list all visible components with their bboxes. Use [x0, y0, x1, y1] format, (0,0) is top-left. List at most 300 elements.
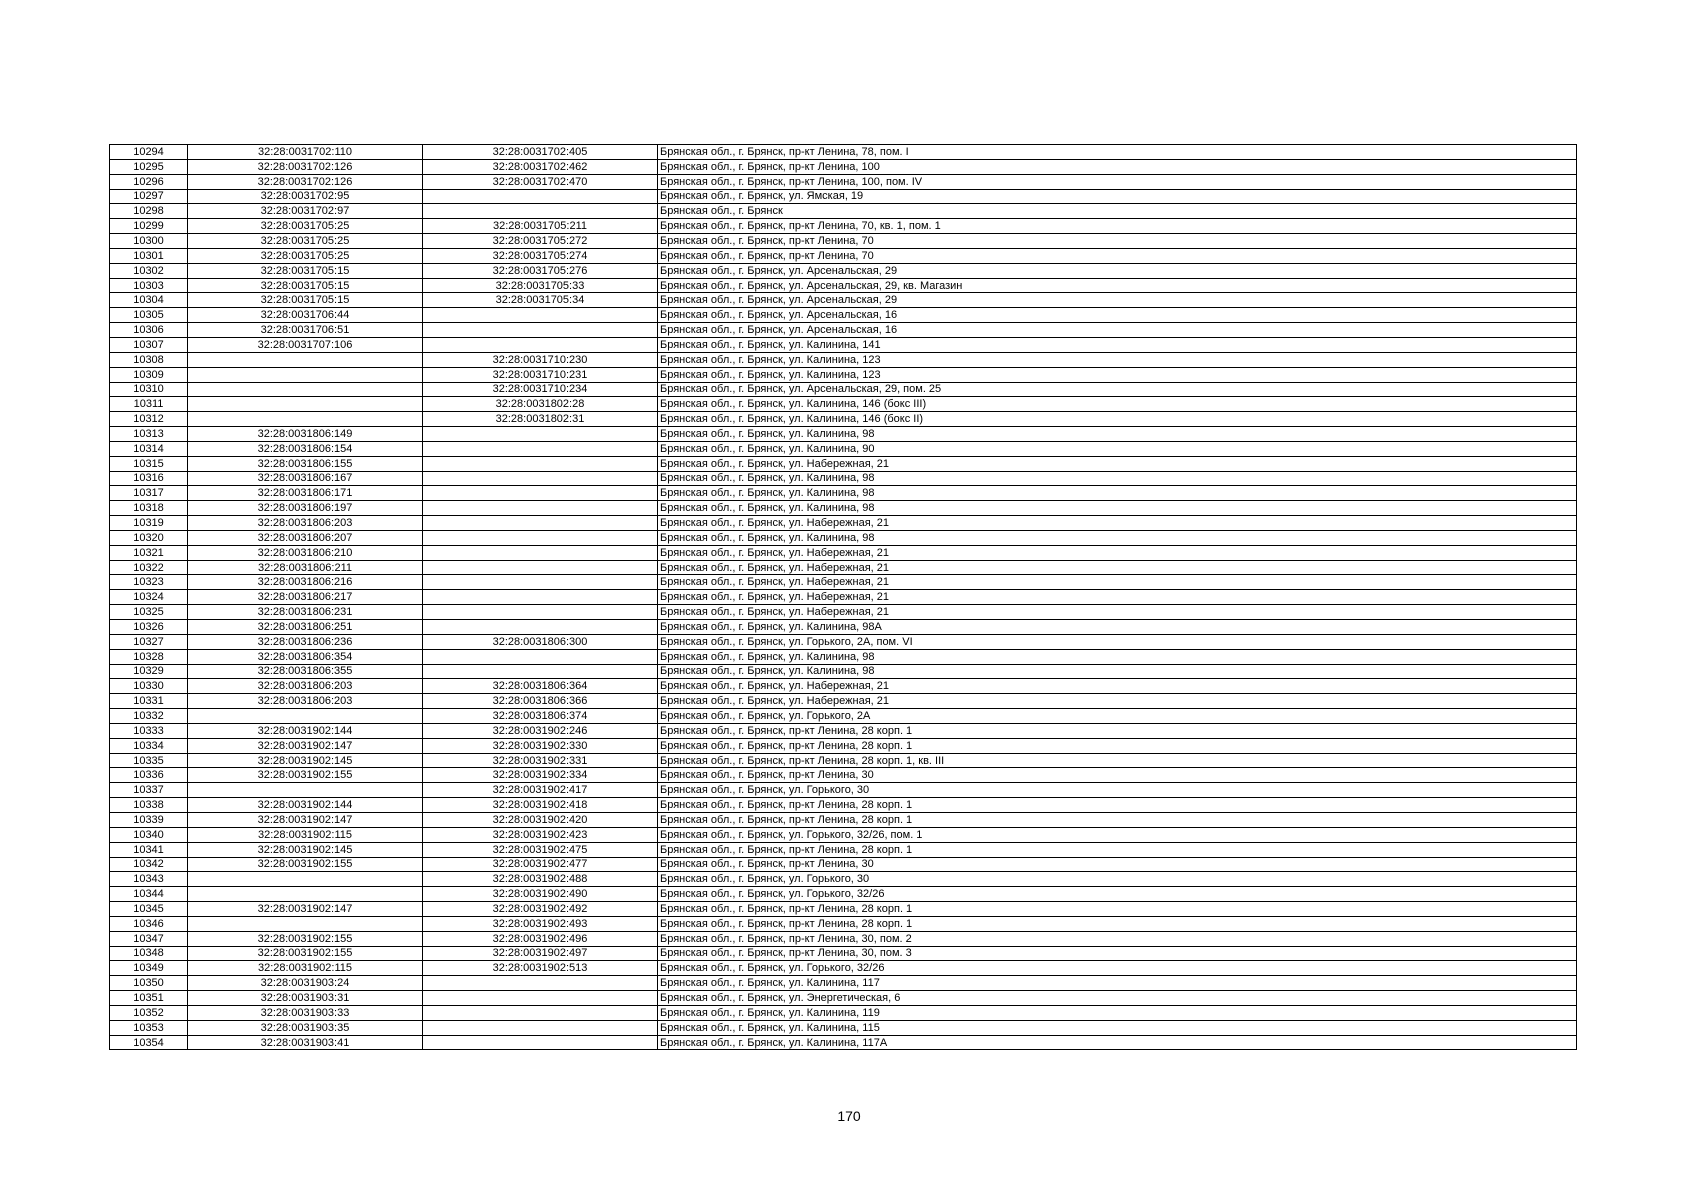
- object-number-cell: 32:28:0031902:513: [423, 961, 658, 976]
- table-row: [110, 530, 1577, 545]
- object-number-cell: [423, 441, 658, 456]
- cadastral-number-cell: 32:28:0031902:144: [188, 723, 423, 738]
- address-cell: Брянская обл., г. Брянск, ул. Набережная, 21: [658, 456, 1577, 471]
- table-row: [110, 560, 1577, 575]
- cadastral-number-cell: 32:28:0031903:41: [188, 1035, 423, 1050]
- row-number-cell: 10332: [110, 709, 188, 724]
- object-number-cell: 32:28:0031702:462: [423, 159, 658, 174]
- object-number-cell: [423, 471, 658, 486]
- address-cell: Брянская обл., г. Брянск, ул. Набережная, 21: [658, 560, 1577, 575]
- table-row: [110, 1020, 1577, 1035]
- address-cell: Брянская обл., г. Брянск, ул. Калинина, 117А: [658, 1035, 1577, 1050]
- object-number-cell: 32:28:0031705:211: [423, 219, 658, 234]
- address-cell: Брянская обл., г. Брянск, ул. Калинина, 123: [658, 367, 1577, 382]
- object-number-cell: 32:28:0031902:497: [423, 946, 658, 961]
- table-row: [110, 397, 1577, 412]
- row-number-cell: 10337: [110, 783, 188, 798]
- row-number-cell: 10331: [110, 694, 188, 709]
- object-number-cell: [423, 976, 658, 991]
- table-row: [110, 812, 1577, 827]
- cadastral-number-cell: 32:28:0031806:149: [188, 427, 423, 442]
- row-number-cell: 10294: [110, 145, 188, 160]
- property-table: [109, 144, 1577, 1050]
- address-cell: Брянская обл., г. Брянск, ул. Калинина, 115: [658, 1020, 1577, 1035]
- object-number-cell: 32:28:0031705:276: [423, 263, 658, 278]
- table-row: [110, 679, 1577, 694]
- cadastral-number-cell: 32:28:0031806:203: [188, 694, 423, 709]
- row-number-cell: 10329: [110, 664, 188, 679]
- address-cell: Брянская обл., г. Брянск, ул. Набережная, 21: [658, 545, 1577, 560]
- address-cell: Брянская обл., г. Брянск, ул. Калинина, 98: [658, 427, 1577, 442]
- row-number-cell: 10311: [110, 397, 188, 412]
- object-number-cell: 32:28:0031902:496: [423, 931, 658, 946]
- object-number-cell: [423, 1005, 658, 1020]
- row-number-cell: 10307: [110, 337, 188, 352]
- row-number-cell: 10324: [110, 590, 188, 605]
- cadastral-number-cell: [188, 352, 423, 367]
- table-row: [110, 887, 1577, 902]
- object-number-cell: [423, 649, 658, 664]
- object-number-cell: 32:28:0031705:272: [423, 234, 658, 249]
- table-row: [110, 278, 1577, 293]
- object-number-cell: [423, 204, 658, 219]
- row-number-cell: 10339: [110, 812, 188, 827]
- table-row: [110, 768, 1577, 783]
- table-row: [110, 293, 1577, 308]
- cadastral-number-cell: 32:28:0031702:97: [188, 204, 423, 219]
- address-cell: Брянская обл., г. Брянск, пр-кт Ленина, 100: [658, 159, 1577, 174]
- table-row: [110, 352, 1577, 367]
- row-number-cell: 10330: [110, 679, 188, 694]
- address-cell: Брянская обл., г. Брянск, ул. Калинина, 98: [658, 530, 1577, 545]
- address-cell: Брянская обл., г. Брянск, ул. Горького, 30: [658, 783, 1577, 798]
- cadastral-number-cell: 32:28:0031903:33: [188, 1005, 423, 1020]
- table-row: [110, 471, 1577, 486]
- table-row: [110, 902, 1577, 917]
- table-row: [110, 842, 1577, 857]
- cadastral-number-cell: 32:28:0031705:15: [188, 278, 423, 293]
- row-number-cell: 10341: [110, 842, 188, 857]
- object-number-cell: 32:28:0031902:334: [423, 768, 658, 783]
- table-row: [110, 723, 1577, 738]
- table-row: [110, 709, 1577, 724]
- object-number-cell: 32:28:0031702:405: [423, 145, 658, 160]
- cadastral-number-cell: [188, 709, 423, 724]
- table-row: [110, 931, 1577, 946]
- object-number-cell: 32:28:0031902:490: [423, 887, 658, 902]
- cadastral-number-cell: 32:28:0031806:154: [188, 441, 423, 456]
- address-cell: Брянская обл., г. Брянск, пр-кт Ленина, 30: [658, 857, 1577, 872]
- address-cell: Брянская обл., г. Брянск, ул. Калинина, 117: [658, 976, 1577, 991]
- cadastral-number-cell: 32:28:0031902:147: [188, 738, 423, 753]
- address-cell: Брянская обл., г. Брянск, пр-кт Ленина, 28 корп. 1: [658, 916, 1577, 931]
- cadastral-number-cell: 32:28:0031902:145: [188, 842, 423, 857]
- row-number-cell: 10348: [110, 946, 188, 961]
- cadastral-number-cell: [188, 367, 423, 382]
- table-row: [110, 649, 1577, 664]
- row-number-cell: 10344: [110, 887, 188, 902]
- address-cell: Брянская обл., г. Брянск, пр-кт Ленина, 30, пом. 2: [658, 931, 1577, 946]
- table-row: [110, 486, 1577, 501]
- table-row: [110, 753, 1577, 768]
- table-row: [110, 575, 1577, 590]
- cadastral-number-cell: 32:28:0031806:354: [188, 649, 423, 664]
- cadastral-number-cell: 32:28:0031806:167: [188, 471, 423, 486]
- object-number-cell: 32:28:0031710:234: [423, 382, 658, 397]
- address-cell: Брянская обл., г. Брянск, ул. Горького, 2А: [658, 709, 1577, 724]
- object-number-cell: 32:28:0031902:420: [423, 812, 658, 827]
- table-row: [110, 263, 1577, 278]
- address-cell: Брянская обл., г. Брянск, ул. Горького, 2А, пом. VI: [658, 634, 1577, 649]
- row-number-cell: 10295: [110, 159, 188, 174]
- cadastral-number-cell: 32:28:0031902:147: [188, 902, 423, 917]
- address-cell: Брянская обл., г. Брянск, ул. Калинина, 98: [658, 649, 1577, 664]
- table-row: [110, 872, 1577, 887]
- table-row: [110, 441, 1577, 456]
- row-number-cell: 10354: [110, 1035, 188, 1050]
- address-cell: Брянская обл., г. Брянск, ул. Арсенальская, 16: [658, 323, 1577, 338]
- table-row: [110, 412, 1577, 427]
- table-row: [110, 427, 1577, 442]
- table-row: [110, 367, 1577, 382]
- cadastral-number-cell: 32:28:0031902:147: [188, 812, 423, 827]
- address-cell: Брянская обл., г. Брянск, ул. Калинина, 141: [658, 337, 1577, 352]
- object-number-cell: [423, 486, 658, 501]
- table-row: [110, 605, 1577, 620]
- table-row: [110, 857, 1577, 872]
- address-cell: Брянская обл., г. Брянск, ул. Горького, 32/26, пом. 1: [658, 827, 1577, 842]
- object-number-cell: [423, 1020, 658, 1035]
- address-cell: Брянская обл., г. Брянск, ул. Ямская, 19: [658, 189, 1577, 204]
- row-number-cell: 10299: [110, 219, 188, 234]
- table-row: [110, 189, 1577, 204]
- table-row: [110, 694, 1577, 709]
- cadastral-number-cell: 32:28:0031705:25: [188, 248, 423, 263]
- cadastral-number-cell: [188, 916, 423, 931]
- row-number-cell: 10333: [110, 723, 188, 738]
- address-cell: Брянская обл., г. Брянск, ул. Калинина, 123: [658, 352, 1577, 367]
- row-number-cell: 10302: [110, 263, 188, 278]
- row-number-cell: 10349: [110, 961, 188, 976]
- row-number-cell: 10325: [110, 605, 188, 620]
- address-cell: Брянская обл., г. Брянск, ул. Арсенальская, 16: [658, 308, 1577, 323]
- address-cell: Брянская обл., г. Брянск, пр-кт Ленина, 70, кв. 1, пом. 1: [658, 219, 1577, 234]
- cadastral-number-cell: 32:28:0031806:203: [188, 679, 423, 694]
- object-number-cell: [423, 545, 658, 560]
- row-number-cell: 10296: [110, 174, 188, 189]
- cadastral-number-cell: 32:28:0031902:115: [188, 961, 423, 976]
- address-cell: Брянская обл., г. Брянск, пр-кт Ленина, 70: [658, 234, 1577, 249]
- object-number-cell: [423, 560, 658, 575]
- row-number-cell: 10309: [110, 367, 188, 382]
- address-cell: Брянская обл., г. Брянск, пр-кт Ленина, 28 корп. 1: [658, 902, 1577, 917]
- row-number-cell: 10298: [110, 204, 188, 219]
- row-number-cell: 10318: [110, 501, 188, 516]
- row-number-cell: 10350: [110, 976, 188, 991]
- cadastral-number-cell: [188, 872, 423, 887]
- cadastral-number-cell: [188, 382, 423, 397]
- address-cell: Брянская обл., г. Брянск, пр-кт Ленина, 70: [658, 248, 1577, 263]
- table-row: [110, 545, 1577, 560]
- address-cell: Брянская обл., г. Брянск, ул. Энергетическая, 6: [658, 991, 1577, 1006]
- cadastral-number-cell: 32:28:0031806:207: [188, 530, 423, 545]
- object-number-cell: 32:28:0031902:417: [423, 783, 658, 798]
- cadastral-number-cell: [188, 887, 423, 902]
- object-number-cell: 32:28:0031806:374: [423, 709, 658, 724]
- cadastral-number-cell: 32:28:0031806:231: [188, 605, 423, 620]
- address-cell: Брянская обл., г. Брянск, ул. Набережная, 21: [658, 575, 1577, 590]
- object-number-cell: [423, 427, 658, 442]
- table-row: [110, 590, 1577, 605]
- row-number-cell: 10322: [110, 560, 188, 575]
- row-number-cell: 10320: [110, 530, 188, 545]
- cadastral-number-cell: 32:28:0031702:126: [188, 174, 423, 189]
- address-cell: Брянская обл., г. Брянск, ул. Арсенальская, 29: [658, 293, 1577, 308]
- object-number-cell: 32:28:0031902:475: [423, 842, 658, 857]
- object-number-cell: [423, 605, 658, 620]
- object-number-cell: 32:28:0031902:423: [423, 827, 658, 842]
- table-row: [110, 516, 1577, 531]
- table-row: [110, 976, 1577, 991]
- row-number-cell: 10340: [110, 827, 188, 842]
- row-number-cell: 10303: [110, 278, 188, 293]
- object-number-cell: 32:28:0031902:331: [423, 753, 658, 768]
- row-number-cell: 10323: [110, 575, 188, 590]
- address-cell: Брянская обл., г. Брянск, ул. Калинина, 98А: [658, 620, 1577, 635]
- address-cell: Брянская обл., г. Брянск, ул. Горького, 32/26: [658, 887, 1577, 902]
- row-number-cell: 10304: [110, 293, 188, 308]
- object-number-cell: [423, 1035, 658, 1050]
- cadastral-number-cell: 32:28:0031902:155: [188, 946, 423, 961]
- cadastral-number-cell: 32:28:0031806:217: [188, 590, 423, 605]
- table-row: [110, 234, 1577, 249]
- address-cell: Брянская обл., г. Брянск, ул. Набережная, 21: [658, 694, 1577, 709]
- address-cell: Брянская обл., г. Брянск, пр-кт Ленина, 28 корп. 1: [658, 812, 1577, 827]
- table-row: [110, 159, 1577, 174]
- cadastral-number-cell: 32:28:0031806:211: [188, 560, 423, 575]
- address-cell: Брянская обл., г. Брянск, ул. Калинина, 146 (бокс II): [658, 412, 1577, 427]
- row-number-cell: 10313: [110, 427, 188, 442]
- object-number-cell: [423, 516, 658, 531]
- cadastral-number-cell: 32:28:0031903:35: [188, 1020, 423, 1035]
- address-cell: Брянская обл., г. Брянск, ул. Калинина, 98: [658, 471, 1577, 486]
- cadastral-number-cell: [188, 412, 423, 427]
- address-cell: Брянская обл., г. Брянск, ул. Калинина, 146 (бокс III): [658, 397, 1577, 412]
- row-number-cell: 10297: [110, 189, 188, 204]
- row-number-cell: 10347: [110, 931, 188, 946]
- row-number-cell: 10315: [110, 456, 188, 471]
- cadastral-number-cell: 32:28:0031706:44: [188, 308, 423, 323]
- row-number-cell: 10335: [110, 753, 188, 768]
- row-number-cell: 10305: [110, 308, 188, 323]
- object-number-cell: 32:28:0031705:274: [423, 248, 658, 263]
- object-number-cell: 32:28:0031806:364: [423, 679, 658, 694]
- address-cell: Брянская обл., г. Брянск, пр-кт Ленина, 78, пом. I: [658, 145, 1577, 160]
- address-cell: Брянская обл., г. Брянск, пр-кт Ленина, 28 корп. 1: [658, 842, 1577, 857]
- table-row: [110, 248, 1577, 263]
- table-row: [110, 798, 1577, 813]
- address-cell: Брянская обл., г. Брянск, ул. Горького, 32/26: [658, 961, 1577, 976]
- table-row: [110, 219, 1577, 234]
- row-number-cell: 10301: [110, 248, 188, 263]
- cadastral-number-cell: 32:28:0031903:31: [188, 991, 423, 1006]
- address-cell: Брянская обл., г. Брянск, ул. Калинина, 98: [658, 486, 1577, 501]
- table-row: [110, 1005, 1577, 1020]
- table-row: [110, 664, 1577, 679]
- object-number-cell: 32:28:0031902:246: [423, 723, 658, 738]
- cadastral-number-cell: 32:28:0031806:171: [188, 486, 423, 501]
- cadastral-number-cell: 32:28:0031902:155: [188, 768, 423, 783]
- object-number-cell: [423, 530, 658, 545]
- cadastral-number-cell: 32:28:0031806:155: [188, 456, 423, 471]
- table-row: [110, 382, 1577, 397]
- object-number-cell: [423, 323, 658, 338]
- cadastral-number-cell: 32:28:0031702:110: [188, 145, 423, 160]
- cadastral-number-cell: 32:28:0031806:216: [188, 575, 423, 590]
- cadastral-number-cell: 32:28:0031705:25: [188, 219, 423, 234]
- object-number-cell: 32:28:0031902:330: [423, 738, 658, 753]
- row-number-cell: 10327: [110, 634, 188, 649]
- row-number-cell: 10312: [110, 412, 188, 427]
- table-row: [110, 620, 1577, 635]
- cadastral-number-cell: [188, 397, 423, 412]
- row-number-cell: 10308: [110, 352, 188, 367]
- address-cell: Брянская обл., г. Брянск, ул. Набережная, 21: [658, 679, 1577, 694]
- address-cell: Брянская обл., г. Брянск, ул. Калинина, 90: [658, 441, 1577, 456]
- table-row: [110, 308, 1577, 323]
- cadastral-number-cell: 32:28:0031806:203: [188, 516, 423, 531]
- address-cell: Брянская обл., г. Брянск: [658, 204, 1577, 219]
- cadastral-number-cell: 32:28:0031705:15: [188, 293, 423, 308]
- cadastral-number-cell: 32:28:0031902:155: [188, 857, 423, 872]
- row-number-cell: 10334: [110, 738, 188, 753]
- cadastral-number-cell: 32:28:0031902:115: [188, 827, 423, 842]
- object-number-cell: [423, 337, 658, 352]
- cadastral-number-cell: 32:28:0031806:251: [188, 620, 423, 635]
- row-number-cell: 10342: [110, 857, 188, 872]
- address-cell: Брянская обл., г. Брянск, пр-кт Ленина, 100, пом. IV: [658, 174, 1577, 189]
- table-row: [110, 946, 1577, 961]
- cadastral-number-cell: 32:28:0031806:355: [188, 664, 423, 679]
- row-number-cell: 10346: [110, 916, 188, 931]
- cadastral-number-cell: 32:28:0031903:24: [188, 976, 423, 991]
- table-row: [110, 174, 1577, 189]
- cadastral-number-cell: 32:28:0031706:51: [188, 323, 423, 338]
- row-number-cell: 10321: [110, 545, 188, 560]
- address-cell: Брянская обл., г. Брянск, пр-кт Ленина, 28 корп. 1: [658, 723, 1577, 738]
- object-number-cell: 32:28:0031705:34: [423, 293, 658, 308]
- cadastral-number-cell: 32:28:0031902:145: [188, 753, 423, 768]
- cadastral-number-cell: 32:28:0031707:106: [188, 337, 423, 352]
- cadastral-number-cell: 32:28:0031702:95: [188, 189, 423, 204]
- row-number-cell: 10319: [110, 516, 188, 531]
- object-number-cell: 32:28:0031702:470: [423, 174, 658, 189]
- address-cell: Брянская обл., г. Брянск, пр-кт Ленина, 28 корп. 1: [658, 738, 1577, 753]
- property-table-body: [110, 145, 1577, 1050]
- table-row: [110, 961, 1577, 976]
- cadastral-number-cell: 32:28:0031806:236: [188, 634, 423, 649]
- address-cell: Брянская обл., г. Брянск, ул. Калинина, 98: [658, 501, 1577, 516]
- object-number-cell: [423, 590, 658, 605]
- object-number-cell: 32:28:0031802:31: [423, 412, 658, 427]
- table-row: [110, 204, 1577, 219]
- address-cell: Брянская обл., г. Брянск, пр-кт Ленина, 30, пом. 3: [658, 946, 1577, 961]
- object-number-cell: 32:28:0031902:418: [423, 798, 658, 813]
- object-number-cell: 32:28:0031710:230: [423, 352, 658, 367]
- table-row: [110, 337, 1577, 352]
- address-cell: Брянская обл., г. Брянск, пр-кт Ленина, 28 корп. 1: [658, 798, 1577, 813]
- object-number-cell: [423, 308, 658, 323]
- object-number-cell: 32:28:0031806:366: [423, 694, 658, 709]
- address-cell: Брянская обл., г. Брянск, пр-кт Ленина, 30: [658, 768, 1577, 783]
- address-cell: Брянская обл., г. Брянск, пр-кт Ленина, 28 корп. 1, кв. III: [658, 753, 1577, 768]
- object-number-cell: 32:28:0031902:477: [423, 857, 658, 872]
- table-row: [110, 456, 1577, 471]
- address-cell: Брянская обл., г. Брянск, ул. Арсенальская, 29: [658, 263, 1577, 278]
- object-number-cell: 32:28:0031806:300: [423, 634, 658, 649]
- row-number-cell: 10317: [110, 486, 188, 501]
- object-number-cell: [423, 189, 658, 204]
- row-number-cell: 10343: [110, 872, 188, 887]
- address-cell: Брянская обл., г. Брянск, ул. Набережная, 21: [658, 605, 1577, 620]
- address-cell: Брянская обл., г. Брянск, ул. Горького, 30: [658, 872, 1577, 887]
- row-number-cell: 10345: [110, 902, 188, 917]
- table-row: [110, 738, 1577, 753]
- address-cell: Брянская обл., г. Брянск, ул. Арсенальская, 29, кв. Магазин: [658, 278, 1577, 293]
- address-cell: Брянская обл., г. Брянск, ул. Набережная, 21: [658, 516, 1577, 531]
- cadastral-number-cell: 32:28:0031705:15: [188, 263, 423, 278]
- row-number-cell: 10336: [110, 768, 188, 783]
- object-number-cell: 32:28:0031802:28: [423, 397, 658, 412]
- cadastral-number-cell: 32:28:0031806:210: [188, 545, 423, 560]
- cadastral-number-cell: 32:28:0031702:126: [188, 159, 423, 174]
- object-number-cell: [423, 620, 658, 635]
- row-number-cell: 10316: [110, 471, 188, 486]
- table-row: [110, 1035, 1577, 1050]
- object-number-cell: 32:28:0031710:231: [423, 367, 658, 382]
- page-number: 170: [837, 1108, 861, 1124]
- address-cell: Брянская обл., г. Брянск, ул. Арсенальская, 29, пом. 25: [658, 382, 1577, 397]
- table-row: [110, 323, 1577, 338]
- row-number-cell: 10353: [110, 1020, 188, 1035]
- row-number-cell: 10326: [110, 620, 188, 635]
- table-row: [110, 501, 1577, 516]
- object-number-cell: [423, 664, 658, 679]
- address-cell: Брянская обл., г. Брянск, ул. Калинина, 119: [658, 1005, 1577, 1020]
- cadastral-number-cell: 32:28:0031806:197: [188, 501, 423, 516]
- object-number-cell: [423, 991, 658, 1006]
- row-number-cell: 10328: [110, 649, 188, 664]
- cadastral-number-cell: [188, 783, 423, 798]
- row-number-cell: 10306: [110, 323, 188, 338]
- address-cell: Брянская обл., г. Брянск, ул. Набережная, 21: [658, 590, 1577, 605]
- row-number-cell: 10314: [110, 441, 188, 456]
- cadastral-number-cell: 32:28:0031902:144: [188, 798, 423, 813]
- table-row: [110, 827, 1577, 842]
- table-row: [110, 916, 1577, 931]
- table-row: [110, 991, 1577, 1006]
- object-number-cell: 32:28:0031902:492: [423, 902, 658, 917]
- row-number-cell: 10351: [110, 991, 188, 1006]
- object-number-cell: [423, 575, 658, 590]
- object-number-cell: [423, 501, 658, 516]
- table-row: [110, 634, 1577, 649]
- row-number-cell: 10352: [110, 1005, 188, 1020]
- object-number-cell: [423, 456, 658, 471]
- row-number-cell: 10338: [110, 798, 188, 813]
- row-number-cell: 10310: [110, 382, 188, 397]
- object-number-cell: 32:28:0031902:488: [423, 872, 658, 887]
